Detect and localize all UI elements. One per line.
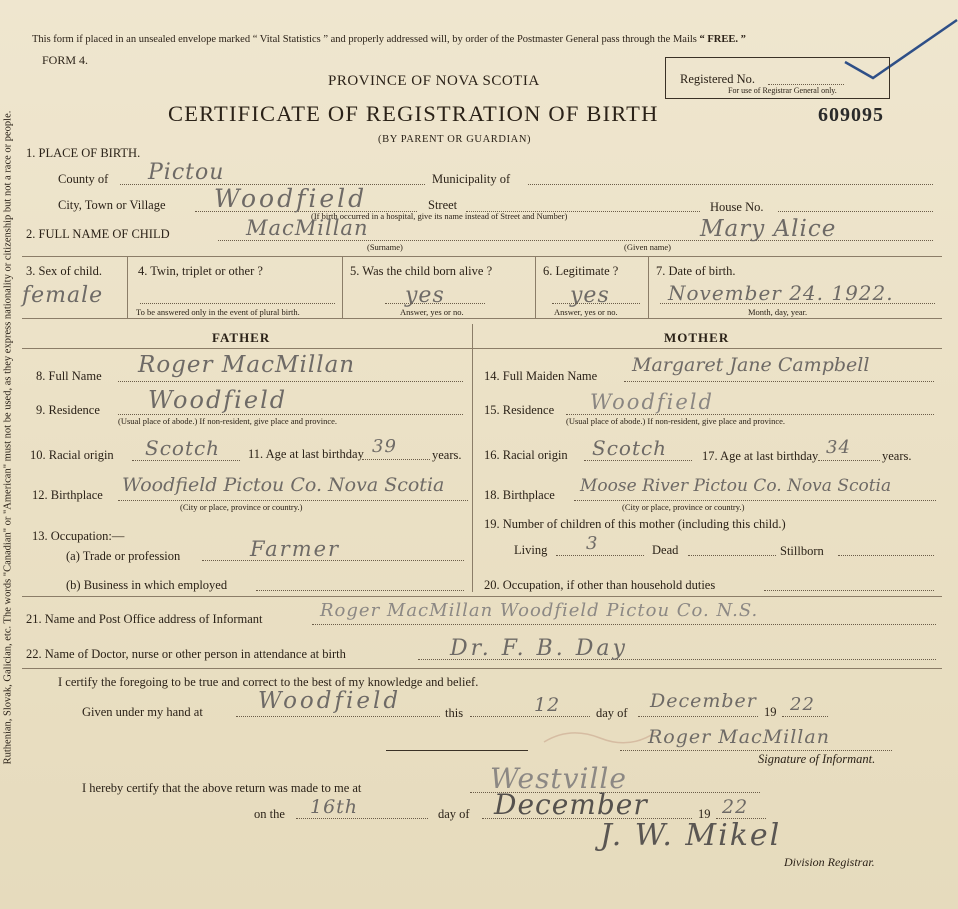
mother-racial: Scotch [592, 436, 668, 460]
twin-note: To be answered only in the event of plural birth. [136, 307, 300, 317]
registrar-month-value: December [494, 788, 648, 821]
registrar-day-of-label: day of [438, 807, 470, 821]
father-birthplace-label: 12. Birthplace [32, 488, 103, 502]
sex-value: female [22, 283, 104, 308]
living-value: 3 [586, 533, 599, 554]
alive-note: Answer, yes or no. [400, 307, 464, 317]
mailing-note-text: This form if placed in an unsealed envelope marked “ Vital Statistics ” and properly addressed will, by order of the Postmaster General pass through the Mails [32, 34, 697, 45]
given-under-label: Given under my hand at [82, 705, 203, 719]
province-heading: PROVINCE OF NOVA SCOTIA [328, 73, 540, 89]
serial-number: 609095 [818, 104, 884, 126]
father-name: Roger MacMillan [138, 352, 356, 378]
registrar-year-value: 22 [722, 796, 749, 818]
father-trade: Farmer [250, 537, 341, 561]
registrar-place-value: Westville [490, 762, 627, 795]
children-count-label: 19. Number of children of this mother (including this child.) [484, 517, 786, 531]
sex-label: 3. Sex of child. [26, 264, 103, 278]
registered-number-box [665, 57, 890, 99]
child-given-name: Mary Alice [700, 216, 837, 242]
mother-residence-label: 15. Residence [484, 403, 555, 417]
business-label: (b) Business in which employed [66, 578, 228, 592]
trade-label: (a) Trade or profession [66, 549, 181, 563]
father-residence-label: 9. Residence [36, 403, 100, 417]
dob-note: Month, day, year. [748, 307, 808, 317]
certify-year-value: 22 [790, 694, 815, 715]
registrar-signature: J. W. Mikel [600, 818, 782, 853]
doctor-value: Dr. F. B. Day [450, 636, 628, 661]
father-birthplace-note: (City or place, province or country.) [180, 502, 303, 512]
county-value: Pictou [148, 160, 225, 185]
father-years: years. [432, 448, 462, 462]
dob-label: 7. Date of birth. [656, 264, 736, 278]
certify-statement: I certify the foregoing to be true and correct to the best of my knowledge and belief. [58, 675, 479, 689]
father-residence: Woodfield [148, 386, 288, 414]
doctor-label: 22. Name of Doctor, nurse or other person in attendance at birth [26, 647, 346, 661]
place-of-birth-heading: 1. PLACE OF BIRTH. [26, 146, 141, 160]
side-margin-note: Ruthenian, Slovak, Galician, etc. The words "Canadian" or "American" must not be used, as they express nationality or citizenship but not a race or people. [2, 110, 14, 765]
city-value: Woodfield [214, 184, 368, 213]
mother-years: years. [882, 449, 912, 463]
informant-signature: Roger MacMillan [648, 726, 830, 748]
father-name-label: 8. Full Name [36, 369, 102, 383]
informant-label: 21. Name and Post Office address of Informant [26, 612, 263, 626]
certify-day-value: 12 [534, 694, 561, 716]
living-label: Living [514, 543, 548, 557]
legitimate-label: 6. Legitimate ? [543, 264, 619, 278]
mother-racial-label: 16. Racial origin [484, 448, 568, 462]
division-registrar-label: Division Registrar. [784, 855, 875, 869]
registrar-on-the-label: on the [254, 807, 285, 821]
municipality-label: Municipality of [432, 172, 511, 186]
certify-year-prefix: 19 [764, 705, 777, 719]
father-occupation-label: 13. Occupation:— [32, 529, 125, 543]
given-place-value: Woodfield [258, 688, 402, 714]
father-residence-note: (Usual place of abode.) If non-resident, give place and province. [118, 416, 338, 426]
mother-heading: MOTHER [664, 330, 730, 345]
father-heading: FATHER [212, 330, 271, 345]
registrar-year-prefix: 19 [698, 807, 711, 821]
given-name-note: (Given name) [624, 242, 671, 252]
informant-signature-label: Signature of Informant. [758, 752, 876, 766]
mother-age: 34 [826, 437, 851, 458]
father-age: 39 [372, 436, 397, 457]
registrar-use-note: For use of Registrar General only. [728, 86, 837, 95]
surname-note: (Surname) [367, 242, 403, 252]
certificate-subtitle: (BY PARENT OR GUARDIAN) [378, 134, 532, 145]
mother-occupation-label: 20. Occupation, if other than household duties [484, 578, 716, 592]
mother-name-label: 14. Full Maiden Name [484, 369, 598, 383]
registered-label: Registered No. [680, 72, 755, 86]
hospital-note: (If birth occurred in a hospital, give its name instead of Street and Number) [311, 211, 568, 221]
child-name-label: 2. FULL NAME OF CHILD [26, 227, 170, 241]
child-surname: MacMillan [246, 216, 369, 240]
dead-label: Dead [652, 543, 679, 557]
registrar-day-value: 16th [310, 796, 359, 818]
city-label: City, Town or Village [58, 198, 166, 212]
certify-month-value: December [650, 690, 757, 712]
this-label: this [445, 706, 464, 720]
county-label: County of [58, 172, 109, 186]
mother-residence: Woodfield [590, 390, 714, 414]
father-birthplace: Woodfield Pictou Co. Nova Scotia [122, 474, 445, 496]
father-age-label: 11. Age at last birthday [248, 447, 364, 461]
mother-residence-note: (Usual place of abode.) If non-resident, give place and province. [566, 416, 786, 426]
certify-day-of-label: day of [596, 706, 628, 720]
mother-name: Margaret Jane Campbell [632, 354, 870, 376]
mother-birthplace: Moose River Pictou Co. Nova Scotia [580, 476, 892, 496]
mother-age-label: 17. Age at last birthday [702, 449, 819, 463]
stillborn-label: Stillborn [780, 544, 824, 558]
informant-value: Roger MacMillan Woodfield Pictou Co. N.S. [320, 600, 759, 621]
legitimate-note: Answer, yes or no. [554, 307, 618, 317]
father-racial: Scotch [145, 436, 221, 460]
registrar-statement: I hereby certify that the above return was made to me at [82, 781, 362, 795]
dob-value: November 24. 1922. [668, 281, 894, 305]
mother-birthplace-label: 18. Birthplace [484, 488, 555, 502]
twin-label: 4. Twin, triplet or other ? [138, 264, 263, 278]
father-racial-label: 10. Racial origin [30, 448, 114, 462]
certificate-title: CERTIFICATE OF REGISTRATION OF BIRTH [168, 101, 659, 126]
alive-label: 5. Was the child born alive ? [350, 264, 493, 278]
house-number-label: House No. [710, 200, 764, 214]
legitimate-value: yes [570, 283, 610, 308]
form-number: FORM 4. [42, 53, 89, 67]
mailing-note-free: “ FREE. ” [699, 34, 746, 45]
alive-value: yes [405, 283, 445, 308]
street-label: Street [428, 198, 458, 212]
mother-birthplace-note: (City or place, province or country.) [622, 502, 745, 512]
mailing-note [32, 34, 746, 45]
